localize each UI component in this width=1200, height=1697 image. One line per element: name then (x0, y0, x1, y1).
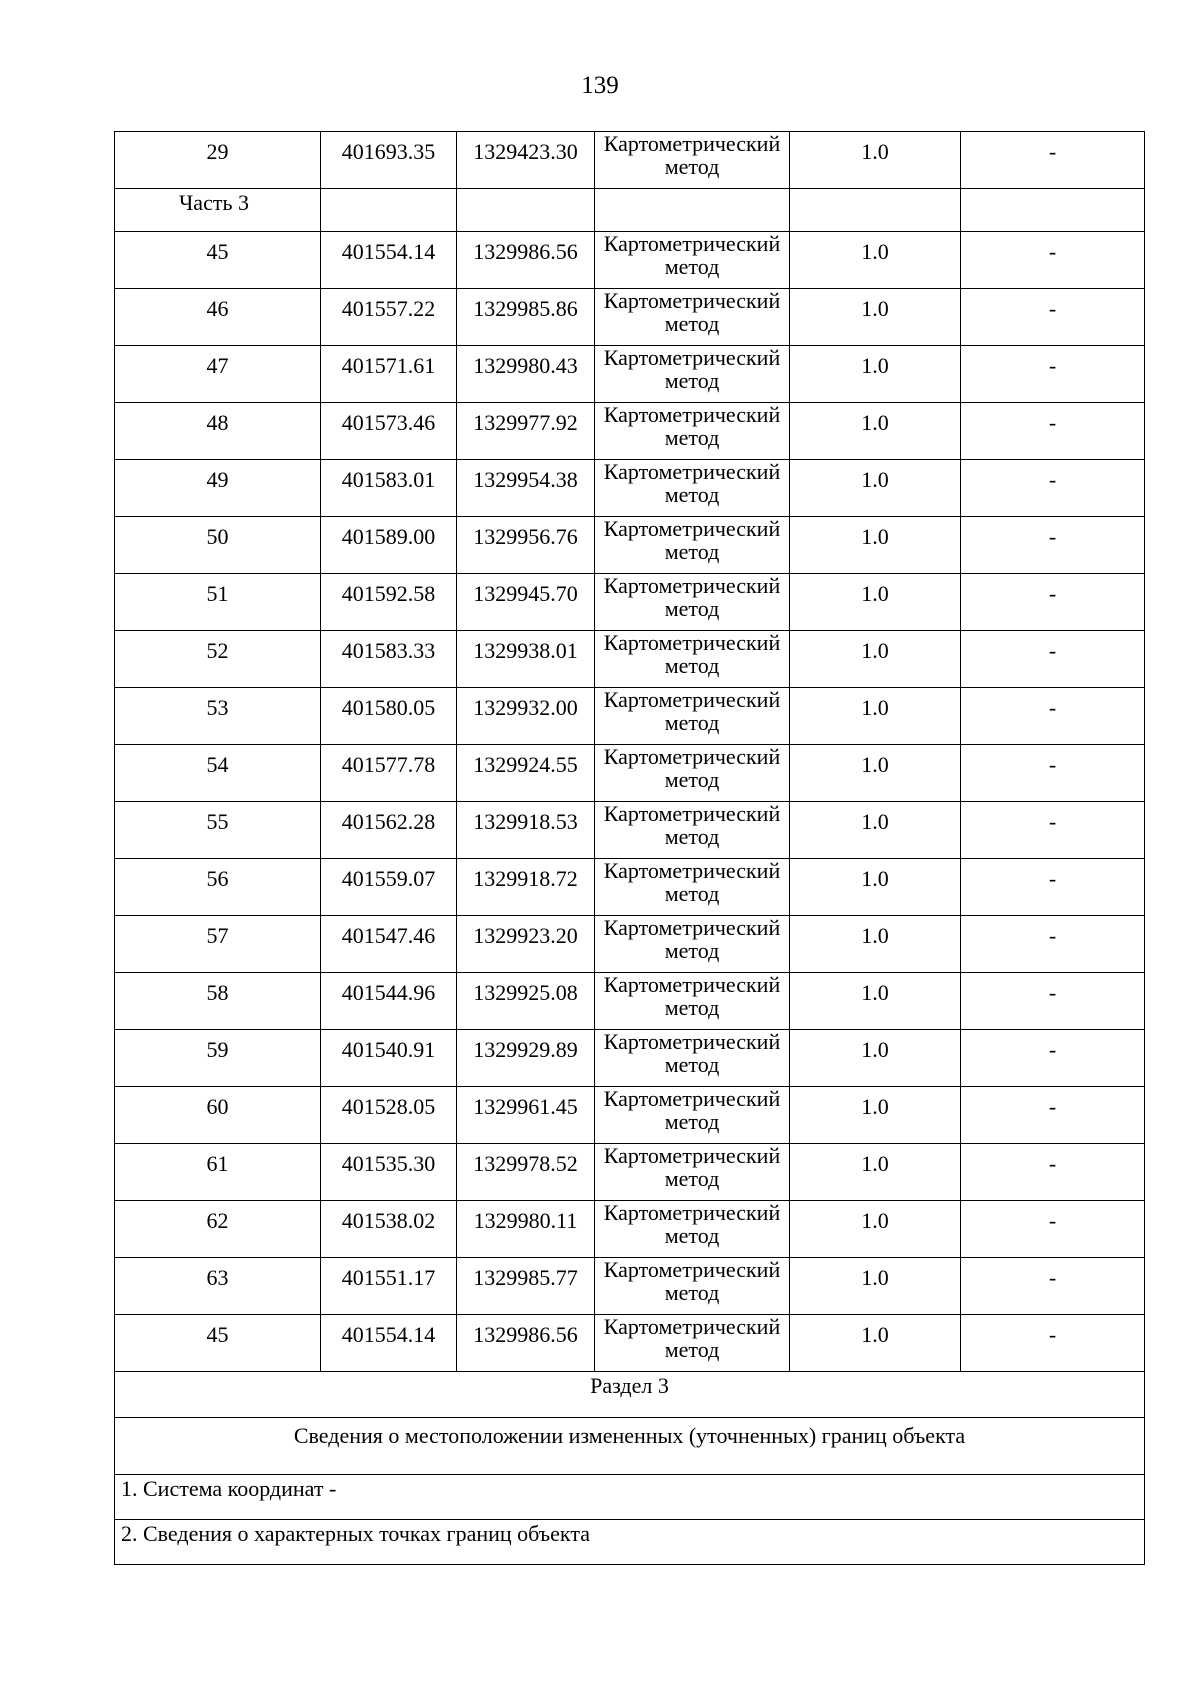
accuracy-cell: 1.0 (790, 688, 961, 745)
table-row (115, 973, 1145, 1030)
point-number-cell: 63 (115, 1258, 321, 1315)
table-row (115, 745, 1145, 802)
point-number-cell: 46 (115, 289, 321, 346)
method-text: метод (664, 938, 720, 963)
table-row (115, 289, 1145, 346)
table-row (115, 1144, 1145, 1201)
x-coordinate-cell: 401551.17 (321, 1258, 457, 1315)
description-cell: - (961, 688, 1145, 745)
description-cell: - (961, 1258, 1145, 1315)
point-number-cell: 29 (115, 132, 321, 189)
page-number: 139 (581, 72, 619, 99)
table-row (115, 859, 1145, 916)
point-number-cell: 53 (115, 688, 321, 745)
y-coordinate-cell: 1329961.45 (457, 1087, 595, 1144)
y-coordinate-cell: 1329925.08 (457, 973, 595, 1030)
accuracy-cell: 1.0 (790, 859, 961, 916)
method-text: Картометрический (603, 402, 781, 427)
method-cell (595, 859, 790, 916)
y-coordinate-cell: 1329978.52 (457, 1144, 595, 1201)
description-cell: - (961, 1087, 1145, 1144)
x-coordinate-cell: 401583.01 (321, 460, 457, 517)
y-coordinate-cell: 1329986.56 (457, 1315, 595, 1372)
method-text: Картометрический (603, 1314, 781, 1339)
description-cell: - (961, 745, 1145, 802)
method-text: Картометрический (603, 858, 781, 883)
method-text: метод (664, 1166, 720, 1191)
method-text: Картометрический (603, 345, 781, 370)
table-row (115, 688, 1145, 745)
method-text: Картометрический (603, 972, 781, 997)
accuracy-cell: 1.0 (790, 1144, 961, 1201)
y-coordinate-cell: 1329985.86 (457, 289, 595, 346)
x-coordinate-cell: 401540.91 (321, 1030, 457, 1087)
accuracy-cell: 1.0 (790, 574, 961, 631)
method-cell (595, 289, 790, 346)
description-cell: - (961, 460, 1145, 517)
method-cell (595, 403, 790, 460)
method-text: метод (664, 1052, 720, 1077)
table-row (115, 1087, 1145, 1144)
point-number-cell: 52 (115, 631, 321, 688)
description-cell: - (961, 574, 1145, 631)
table-row (115, 403, 1145, 460)
method-cell (595, 745, 790, 802)
accuracy-cell: 1.0 (790, 460, 961, 517)
method-text: метод (664, 254, 720, 279)
accuracy-cell: 1.0 (790, 132, 961, 189)
method-cell (595, 1201, 790, 1258)
method-text: Картометрический (603, 915, 781, 940)
method-text: метод (664, 482, 720, 507)
description-cell: - (961, 1144, 1145, 1201)
method-cell (595, 460, 790, 517)
x-coordinate-cell: 401592.58 (321, 574, 457, 631)
y-coordinate-cell: 1329986.56 (457, 232, 595, 289)
point-number-cell: 51 (115, 574, 321, 631)
accuracy-cell: 1.0 (790, 1030, 961, 1087)
method-text: метод (664, 881, 720, 906)
method-text: Картометрический (603, 1200, 781, 1225)
accuracy-cell: 1.0 (790, 517, 961, 574)
description-cell: - (961, 517, 1145, 574)
x-coordinate-cell: 401554.14 (321, 232, 457, 289)
boundary-points-table (114, 131, 1145, 1565)
point-number-cell: 60 (115, 1087, 321, 1144)
x-coordinate-cell: 401562.28 (321, 802, 457, 859)
accuracy-cell: 1.0 (790, 1258, 961, 1315)
method-cell (595, 1315, 790, 1372)
x-coordinate-cell: 401544.96 (321, 973, 457, 1030)
y-coordinate-cell: 1329924.55 (457, 745, 595, 802)
accuracy-cell: 1.0 (790, 1315, 961, 1372)
y-coordinate-cell: 1329918.53 (457, 802, 595, 859)
x-coordinate-cell: 401583.33 (321, 631, 457, 688)
point-number-cell: 62 (115, 1201, 321, 1258)
point-number-cell: 49 (115, 460, 321, 517)
section-heading-row (115, 1418, 1145, 1475)
description-cell: - (961, 802, 1145, 859)
table-body (115, 132, 1145, 1565)
method-text: Картометрический (603, 630, 781, 655)
point-number-cell: 57 (115, 916, 321, 973)
x-coordinate-cell: 401589.00 (321, 517, 457, 574)
method-text: метод (664, 154, 720, 179)
empty-cell (961, 189, 1145, 232)
method-cell (595, 574, 790, 631)
table-row (115, 802, 1145, 859)
y-coordinate-cell: 1329956.76 (457, 517, 595, 574)
method-text: Картометрический (603, 131, 781, 156)
empty-cell (321, 189, 457, 232)
method-text: метод (664, 710, 720, 735)
point-number-cell: 45 (115, 232, 321, 289)
y-coordinate-cell: 1329932.00 (457, 688, 595, 745)
point-number-cell: 55 (115, 802, 321, 859)
method-text: метод (664, 539, 720, 564)
method-cell (595, 802, 790, 859)
part-label: Часть 3 (115, 189, 321, 232)
description-cell: - (961, 403, 1145, 460)
method-text: метод (664, 653, 720, 678)
point-number-cell: 61 (115, 1144, 321, 1201)
point-number-cell: 48 (115, 403, 321, 460)
section-label-row (115, 1372, 1145, 1418)
y-coordinate-cell: 1329923.20 (457, 916, 595, 973)
method-text: Картометрический (603, 1143, 781, 1168)
x-coordinate-cell: 401547.46 (321, 916, 457, 973)
x-coordinate-cell: 401577.78 (321, 745, 457, 802)
method-text: Картометрический (603, 231, 781, 256)
x-coordinate-cell: 401571.61 (321, 346, 457, 403)
table-row (115, 132, 1145, 189)
x-coordinate-cell: 401535.30 (321, 1144, 457, 1201)
method-text: метод (664, 995, 720, 1020)
method-text: Картометрический (603, 1029, 781, 1054)
method-text: Картометрический (603, 687, 781, 712)
method-cell (595, 973, 790, 1030)
accuracy-cell: 1.0 (790, 289, 961, 346)
description-cell: - (961, 1030, 1145, 1087)
method-text: метод (664, 1223, 720, 1248)
y-coordinate-cell: 1329980.43 (457, 346, 595, 403)
empty-cell (457, 189, 595, 232)
y-coordinate-cell: 1329985.77 (457, 1258, 595, 1315)
y-coordinate-cell: 1329977.92 (457, 403, 595, 460)
method-text: метод (664, 425, 720, 450)
method-text: метод (664, 1337, 720, 1362)
x-coordinate-cell: 401557.22 (321, 289, 457, 346)
table-row (115, 631, 1145, 688)
accuracy-cell: 1.0 (790, 802, 961, 859)
table-row (115, 1030, 1145, 1087)
method-cell (595, 1087, 790, 1144)
method-text: Картометрический (603, 516, 781, 541)
method-cell (595, 1144, 790, 1201)
description-cell: - (961, 631, 1145, 688)
description-cell: - (961, 1201, 1145, 1258)
method-text: метод (664, 311, 720, 336)
empty-cell (595, 189, 790, 232)
method-text: Картометрический (603, 573, 781, 598)
accuracy-cell: 1.0 (790, 403, 961, 460)
table-row (115, 460, 1145, 517)
description-cell: - (961, 232, 1145, 289)
description-cell: - (961, 1315, 1145, 1372)
method-cell (595, 517, 790, 574)
accuracy-cell: 1.0 (790, 745, 961, 802)
method-text: Картометрический (603, 288, 781, 313)
y-coordinate-cell: 1329980.11 (457, 1201, 595, 1258)
description-cell: - (961, 346, 1145, 403)
description-cell: - (961, 973, 1145, 1030)
accuracy-cell: 1.0 (790, 916, 961, 973)
accuracy-cell: 1.0 (790, 346, 961, 403)
point-number-cell: 47 (115, 346, 321, 403)
method-cell (595, 1258, 790, 1315)
x-coordinate-cell: 401528.05 (321, 1087, 457, 1144)
accuracy-cell: 1.0 (790, 232, 961, 289)
point-number-cell: 59 (115, 1030, 321, 1087)
y-coordinate-cell: 1329938.01 (457, 631, 595, 688)
part-row (115, 189, 1145, 232)
accuracy-cell: 1.0 (790, 631, 961, 688)
y-coordinate-cell: 1329945.70 (457, 574, 595, 631)
method-text: метод (664, 1109, 720, 1134)
coordinate-system-line-row (115, 1475, 1145, 1520)
method-cell (595, 232, 790, 289)
method-text: метод (664, 596, 720, 621)
section-label: Раздел 3 (115, 1372, 1145, 1418)
table-row (115, 574, 1145, 631)
table-row (115, 916, 1145, 973)
table-row (115, 1258, 1145, 1315)
description-cell: - (961, 132, 1145, 189)
section-heading: Сведения о местоположении измененных (уточненных) границ объекта (115, 1418, 1145, 1475)
method-text: Картометрический (603, 801, 781, 826)
method-cell (595, 346, 790, 403)
point-number-cell: 45 (115, 1315, 321, 1372)
method-text: метод (664, 368, 720, 393)
method-text: метод (664, 1280, 720, 1305)
table-row (115, 1315, 1145, 1372)
method-text: Картометрический (603, 744, 781, 769)
method-text: Картометрический (603, 459, 781, 484)
accuracy-cell: 1.0 (790, 973, 961, 1030)
accuracy-cell: 1.0 (790, 1087, 961, 1144)
y-coordinate-cell: 1329423.30 (457, 132, 595, 189)
point-number-cell: 50 (115, 517, 321, 574)
table-row (115, 1201, 1145, 1258)
method-cell (595, 631, 790, 688)
method-cell (595, 916, 790, 973)
accuracy-cell: 1.0 (790, 1201, 961, 1258)
x-coordinate-cell: 401559.07 (321, 859, 457, 916)
x-coordinate-cell: 401538.02 (321, 1201, 457, 1258)
table-row (115, 517, 1145, 574)
x-coordinate-cell: 401573.46 (321, 403, 457, 460)
point-number-cell: 56 (115, 859, 321, 916)
point-number-cell: 58 (115, 973, 321, 1030)
x-coordinate-cell: 401580.05 (321, 688, 457, 745)
table-row (115, 232, 1145, 289)
description-cell: - (961, 859, 1145, 916)
table-row (115, 346, 1145, 403)
method-text: Картометрический (603, 1086, 781, 1111)
method-text: метод (664, 767, 720, 792)
y-coordinate-cell: 1329929.89 (457, 1030, 595, 1087)
method-text: метод (664, 824, 720, 849)
points-heading: 2. Сведения о характерных точках границ объекта (115, 1520, 1145, 1565)
method-cell (595, 132, 790, 189)
y-coordinate-cell: 1329954.38 (457, 460, 595, 517)
coordinate-system-line: 1. Система координат - (115, 1475, 1145, 1520)
y-coordinate-cell: 1329918.72 (457, 859, 595, 916)
method-cell (595, 1030, 790, 1087)
x-coordinate-cell: 401693.35 (321, 132, 457, 189)
method-text: Картометрический (603, 1257, 781, 1282)
method-cell (595, 688, 790, 745)
x-coordinate-cell: 401554.14 (321, 1315, 457, 1372)
description-cell: - (961, 916, 1145, 973)
description-cell: - (961, 289, 1145, 346)
empty-cell (790, 189, 961, 232)
point-number-cell: 54 (115, 745, 321, 802)
points-heading-row (115, 1520, 1145, 1565)
